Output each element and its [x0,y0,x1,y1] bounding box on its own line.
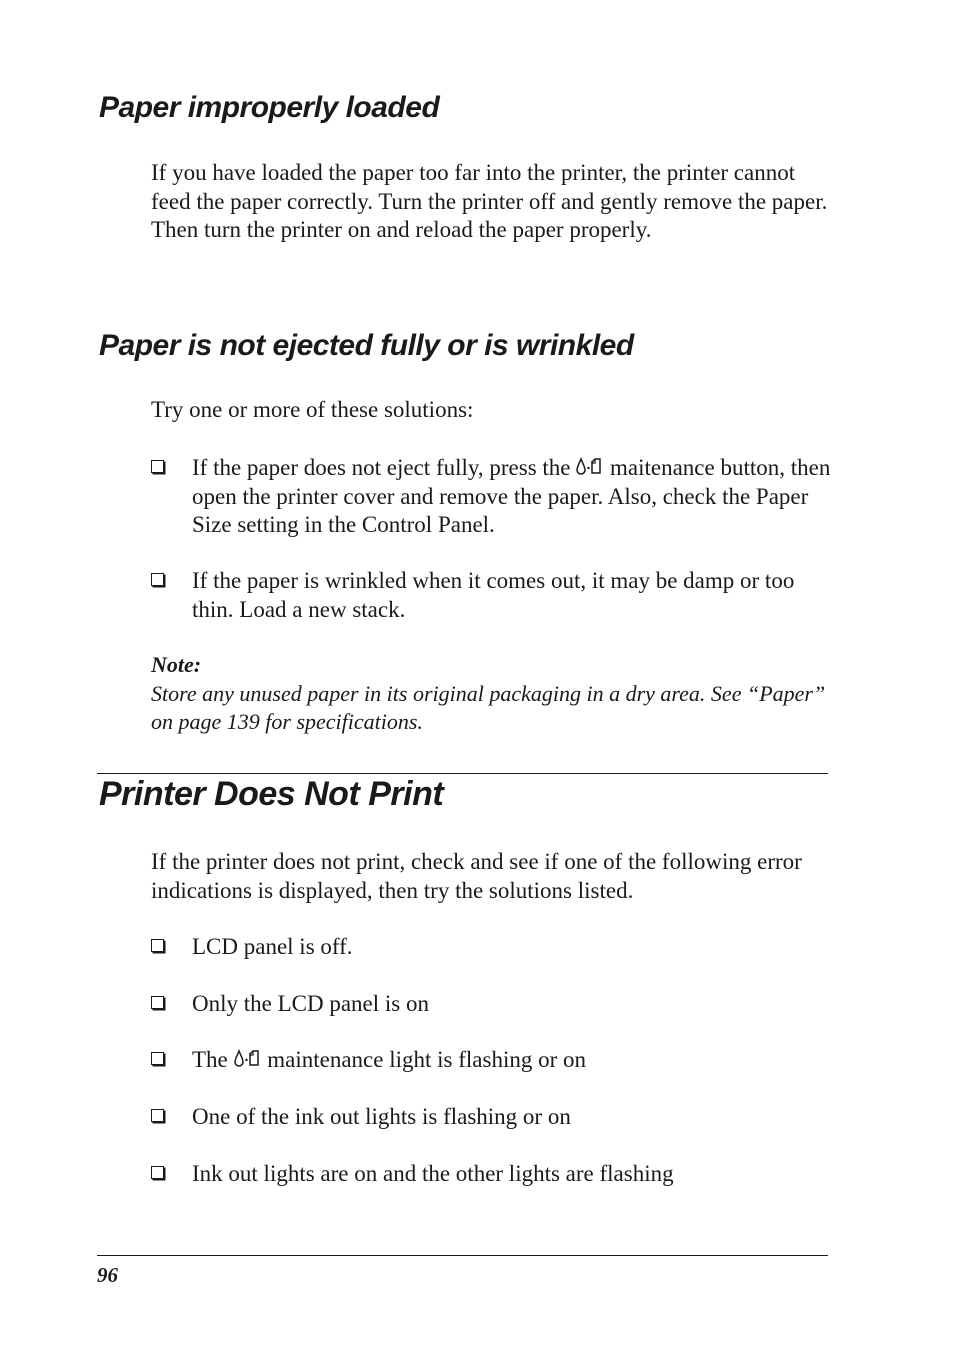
note-title: Note: [151,652,202,677]
list-item-maintenance-light [151,1046,831,1076]
list-item-lcd-off [151,933,831,963]
list-item-text: Ink out lights are on and the other lights are flashing [192,1161,674,1186]
page-number: 96 [97,1263,118,1287]
checkbox-bullet-icon [151,1166,164,1179]
checkbox-bullet-icon [151,1109,164,1122]
list-item-wrinkled [151,567,831,627]
list-item-text: The maintenance light is flashing or on [192,1047,586,1072]
checkbox-bullet-icon [151,939,164,952]
list-item-text: If the paper does not eject fully, press the maitenance button, then open the printer cover and remove the paper. Also, check the Paper Size setting in the Control Panel. [192,455,831,538]
ink-drop-paper-maintenance-icon [234,1049,262,1067]
checkbox-bullet-icon [151,573,164,586]
section-heading-paper-not-ejected: Paper is not ejected fully or is wrinkled [99,329,634,362]
checkbox-bullet-icon [151,996,164,1009]
checkbox-bullet-icon [151,1052,164,1065]
paragraph-paper-improperly-loaded: If you have loaded the paper too far into the printer, the printer cannot feed the paper correctly. Turn the printer off and gently remove the paper. Then turn the printer on and reload the paper properly. [151,160,828,243]
list-item-ink-out-lights-flashing [151,1160,831,1190]
ink-drop-paper-maintenance-icon [576,457,604,475]
paragraph-printer-does-not-print: If the printer does not print, check and see if one of the following error indications is displayed, then try the solutions listed. [151,849,802,903]
checkbox-bullet-icon [151,460,164,473]
section-heading-printer-does-not-print: Printer Does Not Print [99,775,444,813]
paragraph-try-solutions: Try one or more of these solutions: [151,397,474,422]
list-item-ink-out-light [151,1103,831,1133]
list-item-text: Only the LCD panel is on [192,991,429,1016]
list-item-text: If the paper is wrinkled when it comes out, it may be damp or too thin. Load a new stack. [192,568,795,622]
list-item-text: LCD panel is off. [192,934,353,959]
footer-divider [97,1255,828,1256]
section-heading-paper-improperly-loaded: Paper improperly loaded [99,91,440,124]
list-item-eject-fully [151,454,831,544]
list-item-text: One of the ink out lights is flashing or on [192,1104,571,1129]
list-item-lcd-on [151,990,831,1020]
note-text: Store any unused paper in its original packaging in a dry area. See “Paper” on page 139 for specifications. [151,681,826,735]
